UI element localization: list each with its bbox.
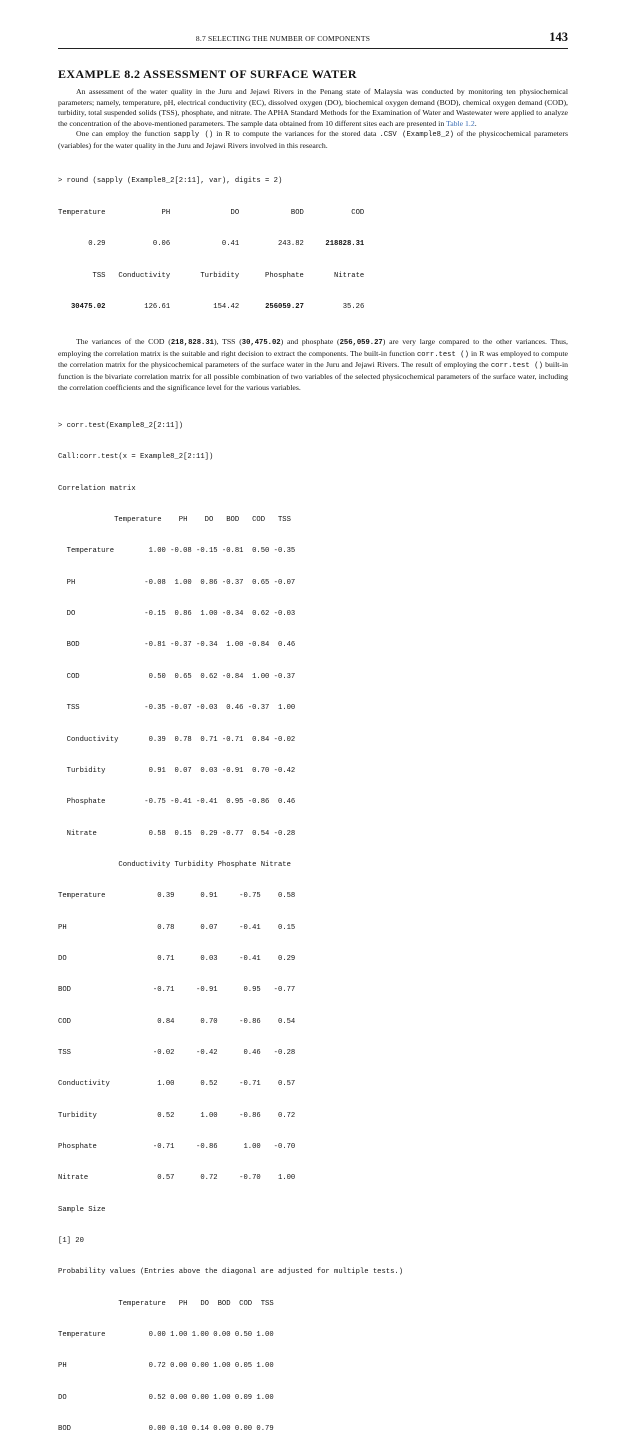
code-line: Temperature 1.00 -0.08 -0.15 -0.81 0.50 -0.35	[58, 547, 296, 556]
code-line: DO -0.15 0.86 1.00 -0.34 0.62 -0.03	[58, 610, 296, 619]
code-line: Phosphate -0.75 -0.41 -0.41 0.95 -0.86 0.46	[58, 798, 296, 807]
variance-paragraph	[58, 337, 568, 393]
code-line: TSS -0.35 -0.07 -0.03 0.46 -0.37 1.00	[58, 704, 296, 713]
code-line: Conductivity Turbidity Phosphate Nitrate	[58, 860, 291, 869]
code-line: COD 0.84 0.70 -0.86 0.54	[58, 1017, 296, 1026]
code-line: 30475.02 126.61 154.42 256059.27 35.26	[70, 302, 365, 311]
code-line: BOD 0.00 0.10 0.14 0.00 0.00 0.79	[58, 1425, 274, 1434]
code-line: Probability values (Entries above the diagonal are adjusted for multiple tests.)	[58, 1268, 404, 1277]
code-line: Call:corr.test(x = Example8_2[2:11])	[58, 453, 214, 462]
code-line: DO 0.71 0.03 -0.41 0.29	[58, 954, 296, 963]
code-line: Sample Size	[58, 1205, 106, 1214]
intro-text: An assessment of the water quality in the Juru and Jejawi Rivers in the Penang state of Malaysia was conducted by monitoring ten physiochemical parameters; namely, temperature, pH, electrical conductivity (EC), dissolved oxygen (DO), biochemical oxygen demand (BOD), chemical oxygen demand (COD), turbidity, total suspended solids (TSS), phosphate, and nitrate. The APHA Standard Methods for the Examination of Water and Wastewater were applied to analyze the concentration of the above-mentioned parameters. The sample data obtained from 10 different sites each are presented in	[58, 87, 568, 128]
corr-test-code: corr.test ()	[416, 350, 469, 359]
code-line: BOD -0.71 -0.91 0.95 -0.77	[58, 986, 296, 995]
code-line: [1] 20	[58, 1237, 84, 1245]
variance-text-6: built-in function is the bivariate correlation matrix for all possible combination of two variables of the selected physicochemical parameters of the surface water, including the correlation coefficients and the significance level for the various variables.	[58, 360, 568, 392]
example-title: EXAMPLE 8.2 ASSESSMENT OF SURFACE WATER	[58, 67, 357, 81]
code-line: DO 0.52 0.00 0.00 1.00 0.09 1.00	[58, 1393, 274, 1402]
variance-highlight: 256059.27	[265, 302, 304, 311]
variance-text-2: ), TSS (	[214, 337, 242, 347]
corr-test-code: corr.test ()	[490, 362, 543, 371]
running-header-title: 8.7 SELECTING THE NUMBER OF COMPONENTS	[195, 34, 371, 43]
sapply-text-1: One can employ the function	[76, 129, 174, 139]
code-line: COD 0.50 0.65 0.62 -0.84 1.00 -0.37	[58, 672, 296, 681]
cod-variance: 218,828.31	[170, 339, 214, 348]
code-line: > corr.test(Example8_2[2:11])	[58, 422, 184, 431]
code-line: Conductivity 0.39 0.78 0.71 -0.71 0.84 -0.02	[58, 735, 296, 744]
tss-variance: 30,475.02	[241, 339, 281, 348]
cod-variance-output: 218828.31	[325, 240, 365, 249]
running-header	[58, 30, 568, 46]
code-line: PH 0.78 0.07 -0.41 0.15	[58, 923, 296, 932]
correlation-code-block	[58, 400, 568, 1455]
code-line: Turbidity 0.52 1.00 -0.86 0.72	[58, 1111, 296, 1120]
code-line: Temperature PH DO BOD COD TSS	[58, 1299, 274, 1308]
sapply-text-2: in R to compute the variances for the stored data	[213, 129, 380, 139]
variance-text-1: The variances of the COD (	[76, 337, 171, 347]
variance-highlight: 30475.02	[70, 302, 106, 311]
sapply-paragraph	[58, 129, 568, 151]
code-line: Turbidity 0.91 0.07 0.03 -0.91 0.70 -0.42	[58, 766, 296, 775]
variance-text-4: ) are very large compared to the other variances. Thus, employing the correlation matrix is the suitable and right decision to extract the components. The built-in function	[58, 337, 568, 358]
intro-paragraph	[58, 87, 568, 129]
table-reference-link[interactable]: Table 1.2	[446, 118, 475, 128]
code-line: Temperature 0.39 0.91 -0.75 0.58	[58, 892, 296, 901]
code-line: Nitrate 0.57 0.72 -0.70 1.00	[58, 1174, 296, 1183]
header-rule	[58, 48, 568, 49]
code-line: PH 0.72 0.00 0.00 1.00 0.05 1.00	[58, 1362, 274, 1371]
code-line: 0.29 0.06 0.41 243.82 218828.31	[58, 240, 365, 249]
page-number: 143	[549, 30, 568, 44]
intro-end: .	[474, 118, 477, 128]
code-line: TSS Conductivity Turbidity Phosphate Nitrate	[58, 271, 365, 280]
csv-code: .CSV (Example8_2)	[379, 131, 454, 140]
variance-text-5: in R was employed to compute the correlation matrix for the physicochemical parameters of the surface water in the Juru and Jejawi Rivers. The result of employing the	[58, 348, 568, 370]
variance-text-3: ) and phosphate (	[280, 337, 340, 347]
code-line: Nitrate 0.58 0.15 0.29 -0.77 0.54 -0.28	[58, 829, 296, 838]
code-line: > round (sapply (Example8_2[2:11], var), digits = 2)	[58, 177, 283, 186]
code-line: PH -0.08 1.00 0.86 -0.37 0.65 -0.07	[58, 578, 296, 587]
code-line: Temperature PH DO BOD COD TSS	[58, 516, 291, 525]
code-line: Conductivity 1.00 0.52 -0.71 0.57	[58, 1080, 296, 1089]
phosphate-variance: 256,059.27	[339, 339, 383, 348]
code-line: Correlation matrix	[58, 484, 136, 493]
book-page	[58, 30, 568, 1455]
sapply-code: sapply ()	[173, 131, 214, 140]
variance-code-block	[58, 156, 568, 334]
code-line: Temperature 0.00 1.00 1.00 0.00 0.50 1.00	[58, 1331, 274, 1340]
code-line: BOD -0.81 -0.37 -0.34 1.00 -0.84 0.46	[58, 641, 296, 650]
code-line: TSS -0.02 -0.42 0.46 -0.28	[58, 1048, 296, 1057]
code-line: Temperature PH DO BOD COD	[58, 208, 365, 217]
code-line: Phosphate -0.71 -0.86 1.00 -0.70	[58, 1142, 296, 1151]
sapply-text-3: of the physicochemical parameters (variables) for the water quality in the Juru and Jejawi Rivers involved in this research.	[58, 129, 568, 150]
